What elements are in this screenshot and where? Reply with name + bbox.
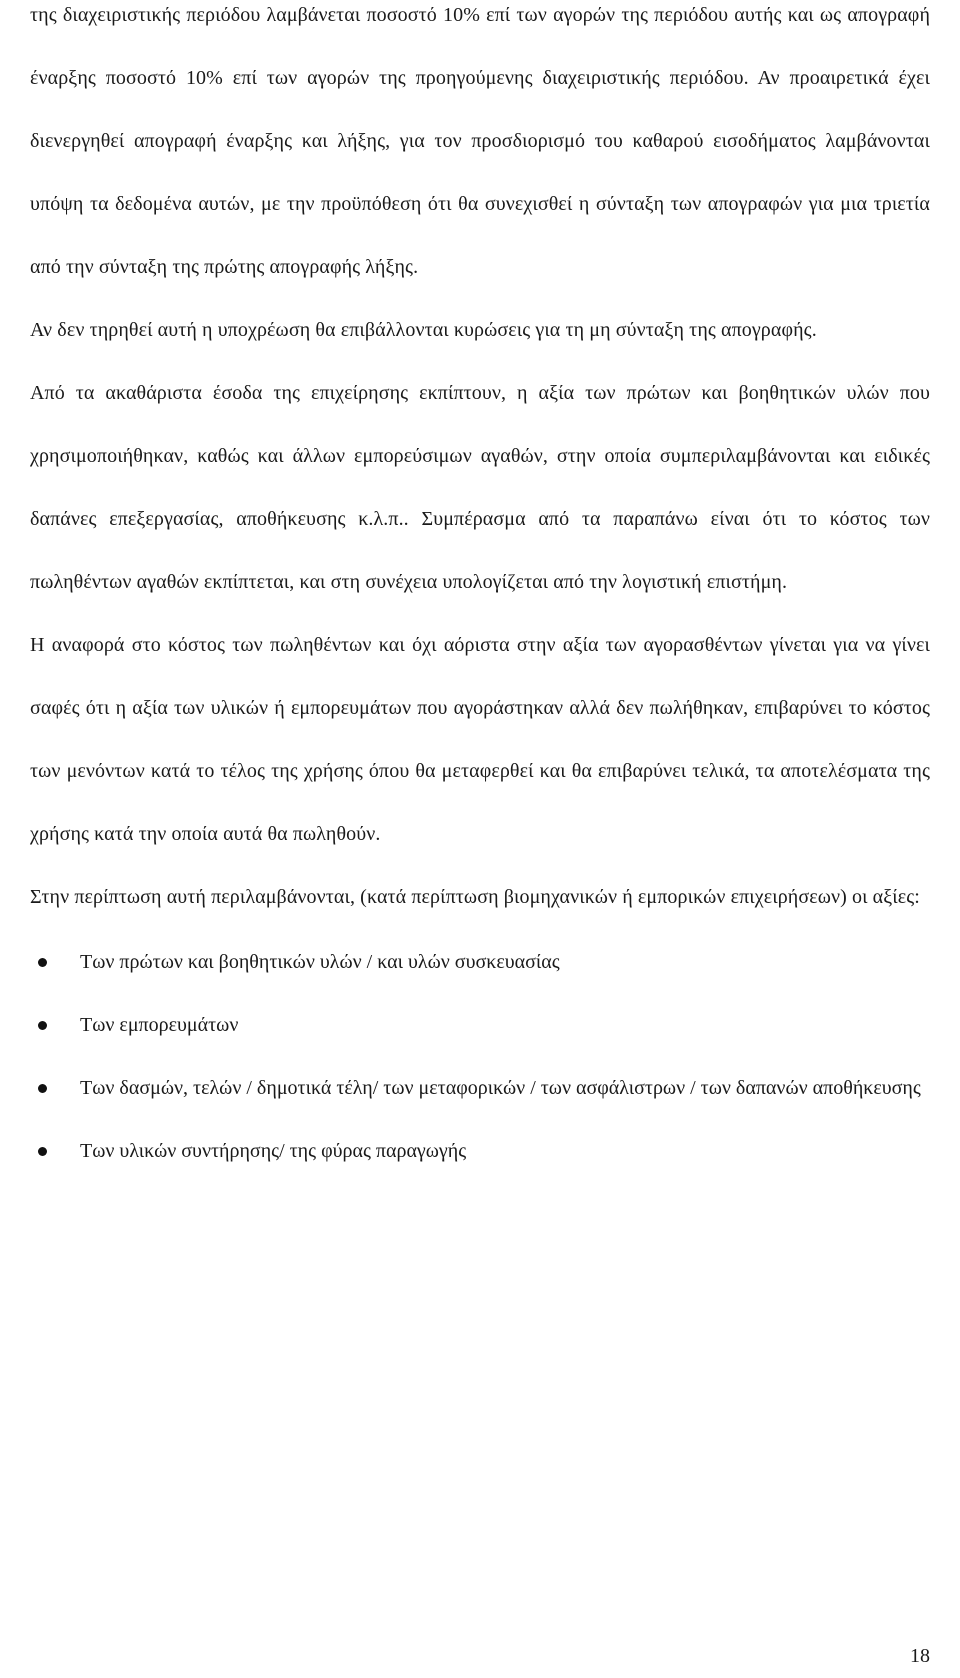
bullet-icon <box>38 1084 47 1093</box>
paragraph-inventory-rules: της διαχειριστικής περιόδου λαμβάνεται ποσοστό 10% επί των αγορών της περιόδου αυτής και ως απογραφή έναρξης ποσοστό 10% επί των αγορών της προηγούμενης διαχειριστικής περιόδου. Αν προαιρετικά έχει διενεργηθεί απογραφή έναρξης και λήξης, για τον προσδιορισμό του καθαρού εισοδήματος λαμβάνονται υπόψη τα δεδομένα αυτών, με την προϋπόθεση ότι θα συνεχισθεί η σύνταξη των απογραφών για μια τριετία από την σύνταξη της πρώτης απογραφής λήξης. <box>30 4 930 278</box>
list-item-text: Των δασμών, τελών / δημοτικά τέλη/ των μεταφορικών / των ασφάλιστρων / των δαπανών αποθήκευσης <box>80 1077 921 1099</box>
paragraph-included-values: Στην περίπτωση αυτή περιλαμβάνονται, (κατά περίπτωση βιομηχανικών ή εμπορικών επιχειρήσεων) οι αξίες: <box>30 886 920 908</box>
list-item <box>30 1120 930 1183</box>
bullet-icon <box>38 958 47 967</box>
list-item-text: Των υλικών συντήρησης/ της φύρας παραγωγής <box>80 1140 467 1162</box>
list-item-text: Των πρώτων και βοηθητικών υλών / και υλών συσκευασίας <box>80 951 560 973</box>
list-item-text: Των εμπορευμάτων <box>80 1014 239 1036</box>
list-item <box>30 994 930 1057</box>
paragraph-penalties: Αν δεν τηρηθεί αυτή η υποχρέωση θα επιβάλλονται κυρώσεις για τη μη σύνταξη της απογραφής. <box>30 319 817 341</box>
bullet-icon <box>38 1021 47 1030</box>
paragraph-cost-of-sold: Η αναφορά στο κόστος των πωληθέντων και όχι αόριστα στην αξία των αγορασθέντων γίνεται για να γίνει σαφές ότι η αξία των υλικών ή εμπορευμάτων που αγοράστηκαν αλλά δεν πωλήθηκαν, επιβαρύνει το κόστος των μενόντων κατά το τέλος της χρήσης όπου θα μεταφερθεί και θα επιβαρύνει τελικά, τα αποτελέσματα της χρήσης κατά την οποία αυτά θα πωληθούν. <box>30 634 930 845</box>
bullet-list <box>30 931 930 1183</box>
bullet-icon <box>38 1147 47 1156</box>
list-item <box>30 1057 930 1120</box>
document-page <box>30 0 930 1183</box>
page-number: 18 <box>910 1645 930 1667</box>
paragraph-deductions: Από τα ακαθάριστα έσοδα της επιχείρησης εκπίπτουν, η αξία των πρώτων και βοηθητικών υλών που χρησιμοποιήθηκαν, καθώς και άλλων εμπορεύσιμων αγαθών, στην οποία συμπεριλαμβάνονται και ειδικές δαπάνες επεξεργασίας, αποθήκευσης κ.λ.π.. Συμπέρασμα από τα παραπάνω είναι ότι το κόστος των πωληθέντων αγαθών εκπίπτεται, και στη συνέχεια υπολογίζεται από την λογιστική επιστήμη. <box>30 382 930 593</box>
list-item <box>30 931 930 994</box>
